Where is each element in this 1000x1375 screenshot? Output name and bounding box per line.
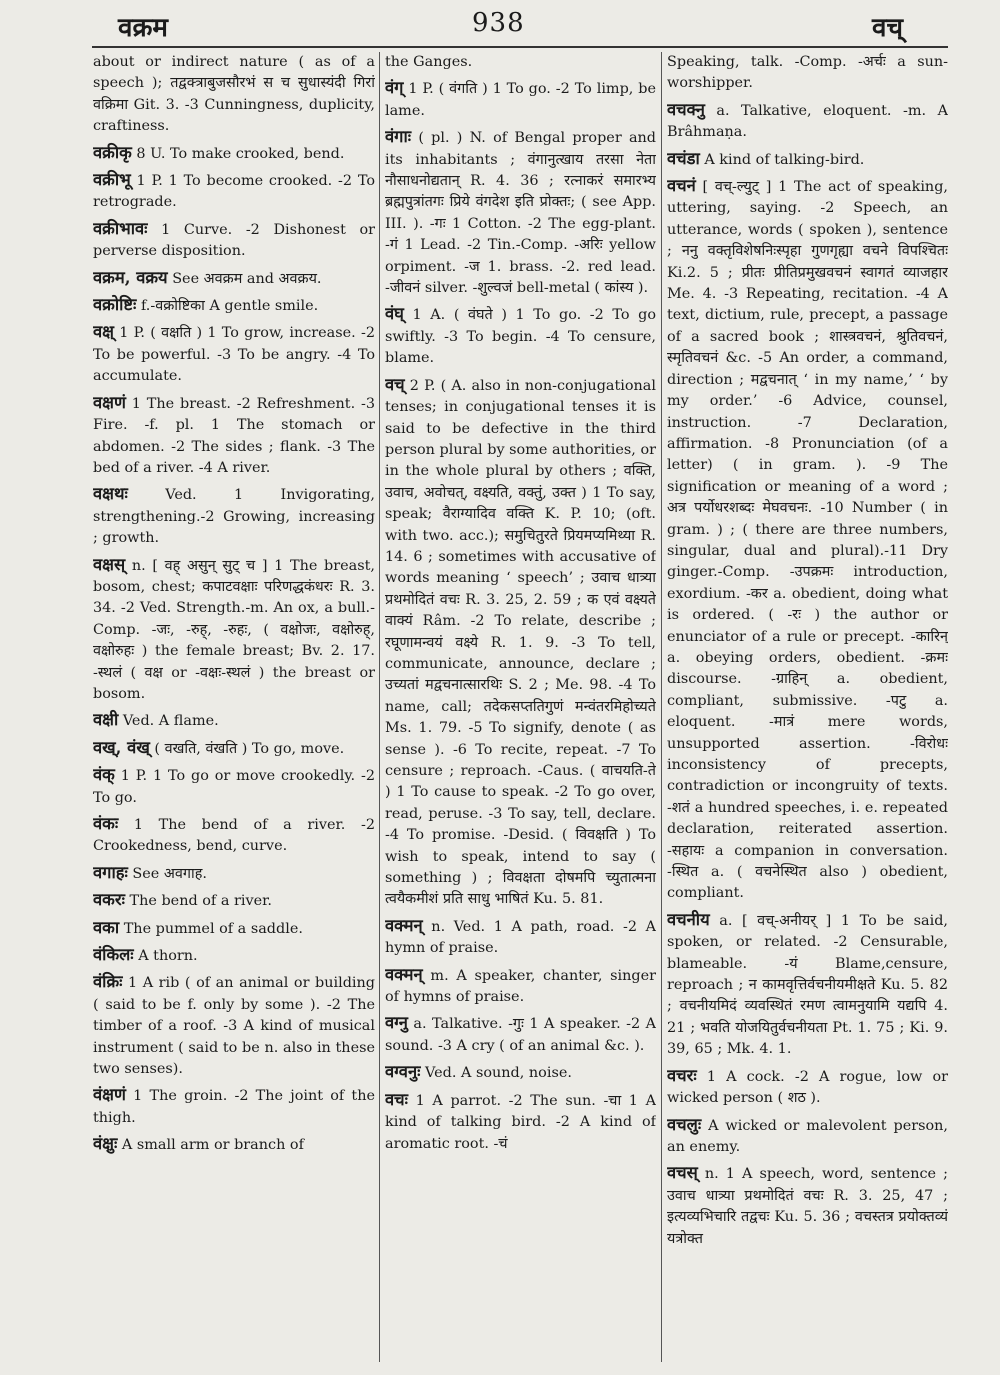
- column-divider: [379, 52, 380, 1362]
- dictionary-entry: [385, 126, 656, 299]
- dictionary-entry: [667, 1114, 948, 1159]
- entry-headword: वक्षणं: [93, 392, 126, 412]
- entry-headword: वचनं: [667, 176, 696, 196]
- dictionary-entry: [93, 169, 375, 214]
- dictionary-entry: [385, 1061, 656, 1084]
- entry-headword: वचक्नु: [667, 99, 705, 119]
- dictionary-entry: [93, 294, 375, 317]
- dictionary-entry: [385, 374, 656, 911]
- dictionary-entry: [93, 764, 375, 809]
- entry-definition: n. 1 A speech, word, sentence ; उवाच धात्र्या प्रथमोदितं वचः R. 3. 25, 47 ; इत्यव्यभिचारि तद्वचः Ku. 5. 36 ; वचस्तत्र प्रयोक्तव्यं यत्रोक्त: [667, 1166, 948, 1247]
- entry-headword: वच्: [385, 374, 405, 394]
- entry-definition: f.-वक्रोष्टिका A gentle smile.: [136, 298, 319, 315]
- dictionary-entry: [93, 889, 375, 912]
- entry-headword: वंक्: [93, 765, 115, 785]
- dictionary-entry: [93, 737, 375, 760]
- entry-definition: 1 P. 1 To go or move crookedly. -2 To go.: [93, 768, 375, 806]
- dictionary-entry: [93, 709, 375, 732]
- entry-definition: 1 A. ( वंघते ) 1 To go. -2 To go swiftly. -3 To begin. -4 To censure, blame.: [385, 307, 656, 367]
- entry-definition: a. Talkative, eloquent. -m. A Brâhmaṇa.: [667, 102, 948, 141]
- entry-definition: n. [ वह् असुन् सुट् च ] 1 The breast, bosom, chest; कपाटवक्षाः परिणद्धकंधरः R. 3. 34. -2 Ved. Strength.-m. An ox, a bull.-Comp. -जः, -रुह्, -रुहः, ( वक्षोजः, वक्षोरुह्, वक्षोरुहः ) the female breast; Bv. 2. 17. -स्थलं ( वक्ष or -वक्षः-स्थलं ) the breast or bosom.: [93, 557, 375, 702]
- entry-definition: 1 The breast. -2 Refreshment. -3 Fire. -f. pl. 1 The stomach or abdomen. -2 The sides ; flank. -3 The bed of a river. -4 A river.: [93, 395, 375, 476]
- running-header: [0, 4, 1000, 44]
- entry-definition: a. Talkative. -गुः 1 A speaker. -2 A sound. -3 A cry ( of an animal &c. ).: [385, 1016, 656, 1054]
- entry-definition: Speaking, talk. -Comp. -अर्चः a sun-worshipper.: [667, 54, 948, 92]
- entry-definition: 1 A parrot. -2 The sun. -चा 1 A kind of talking bird. -2 A kind of aromatic root. -चं: [385, 1092, 656, 1152]
- dictionary-entry: [93, 1133, 375, 1156]
- entry-headword: वका: [93, 917, 120, 937]
- entry-definition: 1 The groin. -2 The joint of the thigh.: [93, 1088, 375, 1126]
- dictionary-entry: [667, 1162, 948, 1250]
- entry-definition: A kind of talking-bird.: [699, 151, 865, 168]
- column-right: [667, 52, 948, 1372]
- dictionary-entry: [93, 944, 375, 967]
- entry-definition: A wicked or malevolent person, an enemy.: [667, 1117, 948, 1155]
- entry-definition: about or indirect nature ( as of a speech ); तद्वक्त्राबुजसौरभं स च सुधास्यंदी गिरां वक्रिमा Git. 3. -3 Cunningness, duplicity, craftiness.: [93, 54, 375, 135]
- dictionary-entry: [667, 909, 948, 1061]
- dictionary-entry: [667, 52, 948, 95]
- entry-definition: 8 U. To make crooked, bend.: [131, 145, 345, 162]
- entry-headword: वचः: [385, 1089, 408, 1109]
- entry-headword: वंगाः: [385, 127, 412, 147]
- entry-headword: वग्वनुः: [385, 1062, 421, 1082]
- dictionary-entry: [385, 915, 656, 960]
- entry-headword: वक्रीभावः: [93, 218, 148, 238]
- dictionary-entry: [385, 1089, 656, 1155]
- dictionary-entry: [93, 218, 375, 263]
- entry-definition: 1 A rib ( of an animal or building ( said to be f. only by some ). -2 The timber of a roof. -3 A kind of musical instrument ( said to be n. also in these two senses).: [93, 975, 375, 1078]
- column-divider: [661, 52, 662, 1362]
- entry-headword: वचलुः: [667, 1114, 702, 1134]
- entry-headword: वक्मन्: [385, 915, 423, 935]
- entry-definition: [ वच्-ल्युट् ] 1 The act of speaking, uttering, saying. -2 Speech, an utterance, words ( spoken ), sentence ; ननु वक्तृविशेषनिःस्पृहा गुणगृह्या वचने विपश्चितः Ki.2. 5 ; प्रीतः प्रीतिप्रमुखवचनं स्वागतं व्याजहार Me. 4. -3 Repeating, recitation. -4 A text, dictium, rule, precept, a passage of a sacred book ; शास्त्रवचनं, श्रुतिवचनं, स्मृतिवचनं &c. -5 An order, a command, direction ; मद्वचनात् ‘ in my name,’ ‘ by my order.’ -6 Advice, counsel, instruction. -7 Declaration, affirmation. -8 Pronunciation (of a letter) ( in gram. ). -9 The signification or meaning of a word ; अत्र पर्योधरशब्दः मेघवचनः. -10 Number ( in gram. ) ; ( there are three numbers, singular, dual and plural).-11 Dry ginger.-Comp. -उपक्रमः introduction, exordium. -कर a. obedient, doing what is ordered. ( -रः ) the author or enunciator of a rule or precept. -कारिन् a. obeying orders, obedient. -क्रमः discourse. -ग्राहिन् a. obedient, compliant, submissive. -पटु a. eloquent. -मात्रं mere words, unsupported assertion. -विरोधः inconsistency of precepts, contradiction or incongruity of texts. -शतं a hundred speeches, i. e. repeated declaration, reiterated assertion. -सहायः a companion in conversation. -स्थित a. ( वचनेस्थित also ) obedient, compliant.: [667, 179, 948, 902]
- dictionary-entry: [93, 862, 375, 885]
- entry-definition: the Ganges.: [385, 54, 473, 70]
- entry-headword: वग्नु: [385, 1013, 408, 1033]
- entry-headword: वक्षथः: [93, 484, 128, 504]
- dictionary-entry: [667, 175, 948, 905]
- entry-headword: वंक्षुः: [93, 1134, 118, 1154]
- entry-definition: a. [ वच्-अनीयर् ] 1 To be said, spoken, or related. -2 Censurable, blameable. -यं Blame,censure, reproach ; न कामवृत्तिर्वचनीयमीक्षते Ku. 5. 82 ; वचनीयमिदं व्यवस्थितं रमण त्वामनुयामि यद्यपि 4. 21 ; भवति योजयितुर्वचनीयता Pt. 1. 75 ; Ki. 9. 39, 65 ; Mk. 4. 1.: [667, 912, 948, 1058]
- entry-definition: m. A speaker, chanter, singer of hymns of praise.: [385, 967, 656, 1006]
- column-left: [93, 52, 375, 1372]
- entry-headword: वंकिलः: [93, 945, 134, 965]
- dictionary-entry: [385, 1012, 656, 1057]
- entry-definition: The bend of a river.: [124, 893, 272, 910]
- dictionary-entry: [667, 148, 948, 171]
- entry-headword: वंक्रिः: [93, 972, 123, 992]
- entry-headword: वचस्: [667, 1163, 698, 1183]
- dictionary-entry: [93, 52, 375, 138]
- entry-definition: n. Ved. 1 A path, road. -2 A hymn of praise.: [385, 918, 656, 957]
- dictionary-entry: [667, 1065, 948, 1110]
- entry-headword: वकरः: [93, 890, 125, 910]
- entry-headword: वंग्: [385, 78, 404, 98]
- entry-headword: वंघ्: [385, 304, 404, 324]
- page-number: 938: [472, 8, 525, 38]
- dictionary-entry: [385, 77, 656, 122]
- entry-headword: वख्, वंख्: [93, 737, 150, 757]
- entry-headword: वक्रीभू: [93, 170, 131, 190]
- entry-definition: See अवक्रम and अवक्रय.: [167, 270, 322, 287]
- entry-definition: 1 P. ( वंगति ) 1 To go. -2 To limp, be lame.: [385, 81, 656, 119]
- dictionary-entry: [93, 813, 375, 858]
- entry-headword: वचरः: [667, 1065, 697, 1085]
- dictionary-entry: [93, 267, 375, 290]
- dictionary-entry: [385, 964, 656, 1009]
- entry-headword: वंकः: [93, 814, 119, 833]
- dictionary-entry: [93, 483, 375, 549]
- entry-headword: वक्रीकृ: [93, 142, 132, 162]
- entry-headword: वचनीय: [667, 909, 710, 929]
- entry-headword: वक्रम, वक्रय: [93, 267, 168, 287]
- header-rule: [92, 46, 948, 48]
- dictionary-entry: [93, 321, 375, 387]
- dictionary-entry: [385, 303, 656, 369]
- dictionary-entry: [385, 52, 656, 73]
- entry-definition: 1 The bend of a river. -2 Crookedness, bend, curve.: [93, 817, 375, 855]
- entry-headword: वक्ष्: [93, 322, 115, 342]
- entry-definition: 1 P. ( वक्षति ) 1 To grow, increase. -2 To be powerful. -3 To be angry. -4 To accumulate.: [93, 325, 375, 385]
- left-guide-word: वक्रम: [118, 13, 168, 43]
- entry-headword: वंक्षणं: [93, 1085, 126, 1105]
- dictionary-entry: [93, 917, 375, 940]
- entry-definition: Ved. A sound, noise.: [420, 1065, 572, 1082]
- entry-definition: Ved. A flame.: [118, 713, 219, 730]
- entry-definition: Ved. 1 Invigorating, strengthening.-2 Growing, increasing ; growth.: [93, 487, 375, 547]
- entry-definition: ( pl. ) N. of Bengal proper and its inhabitants ; वंगानुत्खाय तरसा नेता नौसाधनोद्यतान् R. 4. 36 ; रत्नाकरं समारभ्य ब्रह्मपुत्रांतगः प्रिये वंगदेश इति प्रोक्तः; ( see App. III. ). -गः 1 Cotton. -2 The egg-plant. -गं 1 Lead. -2 Tin.-Comp. -अरिः yellow orpiment. -ज 1. brass. -2. red lead. -जीवनं silver. -शुल्वजं bell-metal ( कांस्य ).: [385, 130, 656, 297]
- dictionary-entry: [93, 971, 375, 1080]
- entry-definition: A small arm or branch of: [117, 1137, 304, 1154]
- dictionary-entry: [93, 1084, 375, 1129]
- entry-definition: The pummel of a saddle.: [119, 920, 303, 937]
- right-guide-word: वच्: [872, 13, 903, 43]
- entry-definition: 1 A cock. -2 A rogue, low or wicked person ( शठ ).: [667, 1068, 948, 1107]
- entry-definition: See अवगाह.: [127, 865, 207, 882]
- entry-definition: 2 P. ( A. also in non-conjugational tenses; in conjugational tenses it is said to be defective in the third person plural by some authorities, or in the whole plural by others ; वक्ति, उवाच, अवोचत्, वक्ष्यति, वक्तुं, उक्त ) 1 To say, speak; वैराग्यादिव वक्ति K. P. 10; (oft. with two. acc.); समुचितुरते प्रियमप्यमिथ्या R. 14. 6 ; sometimes with accusative of words meaning ‘ speech’ ; उवाच धात्र्या प्रथमोदितं वचः R. 3. 25, 2. 59 ; क एवं वक्ष्यते वाक्यं Râm. -2 To relate, describe ; रघूणामन्वयं वक्ष्ये R. 1. 9. -3 To tell, communicate, announce, declare ; उच्यतां मद्वचनात्सारथिः S. 2 ; Me. 98. -4 To name, call; तदेकसप्ततिगुणं मन्वंतरमिहोच्यते Ms. 1. 79. -5 To signify, denote ( as sense ). -6 To recite, repeat. -7 To censure ; reproach. -Caus. ( वाचयति-ते ) 1 To cause to speak. -2 To go over, read, peruse. -3 To say, tell, declare. -4 To promise. -Desid. ( विवक्षति ) To wish to speak, intend to say ( something ) ; विवक्षता दोषमपि च्युतात्मना त्वयैकमीशं प्रति साधु भाषितं Ku. 5. 81.: [385, 377, 656, 908]
- entry-definition: A thorn.: [133, 948, 198, 965]
- dictionary-entry: [93, 142, 375, 165]
- entry-headword: वगाहः: [93, 862, 128, 882]
- entry-headword: वक्मन्: [385, 964, 423, 984]
- entry-headword: वक्षी: [93, 710, 119, 730]
- column-middle: [385, 52, 656, 1372]
- entry-headword: वक्रोष्टिः: [93, 295, 137, 315]
- entry-definition: 1 P. 1 To become crooked. -2 To retrograde.: [93, 173, 375, 211]
- entry-headword: वचंडा: [667, 148, 700, 168]
- dictionary-entry: [93, 554, 375, 706]
- dictionary-entry: [93, 392, 375, 480]
- dictionary-entry: [667, 99, 948, 144]
- entry-headword: वक्षस्: [93, 554, 126, 574]
- entry-definition: ( वखति, वंखति ) To go, move.: [149, 740, 345, 757]
- entry-definition: 1 Curve. -2 Dishonest or perverse disposition.: [93, 221, 375, 260]
